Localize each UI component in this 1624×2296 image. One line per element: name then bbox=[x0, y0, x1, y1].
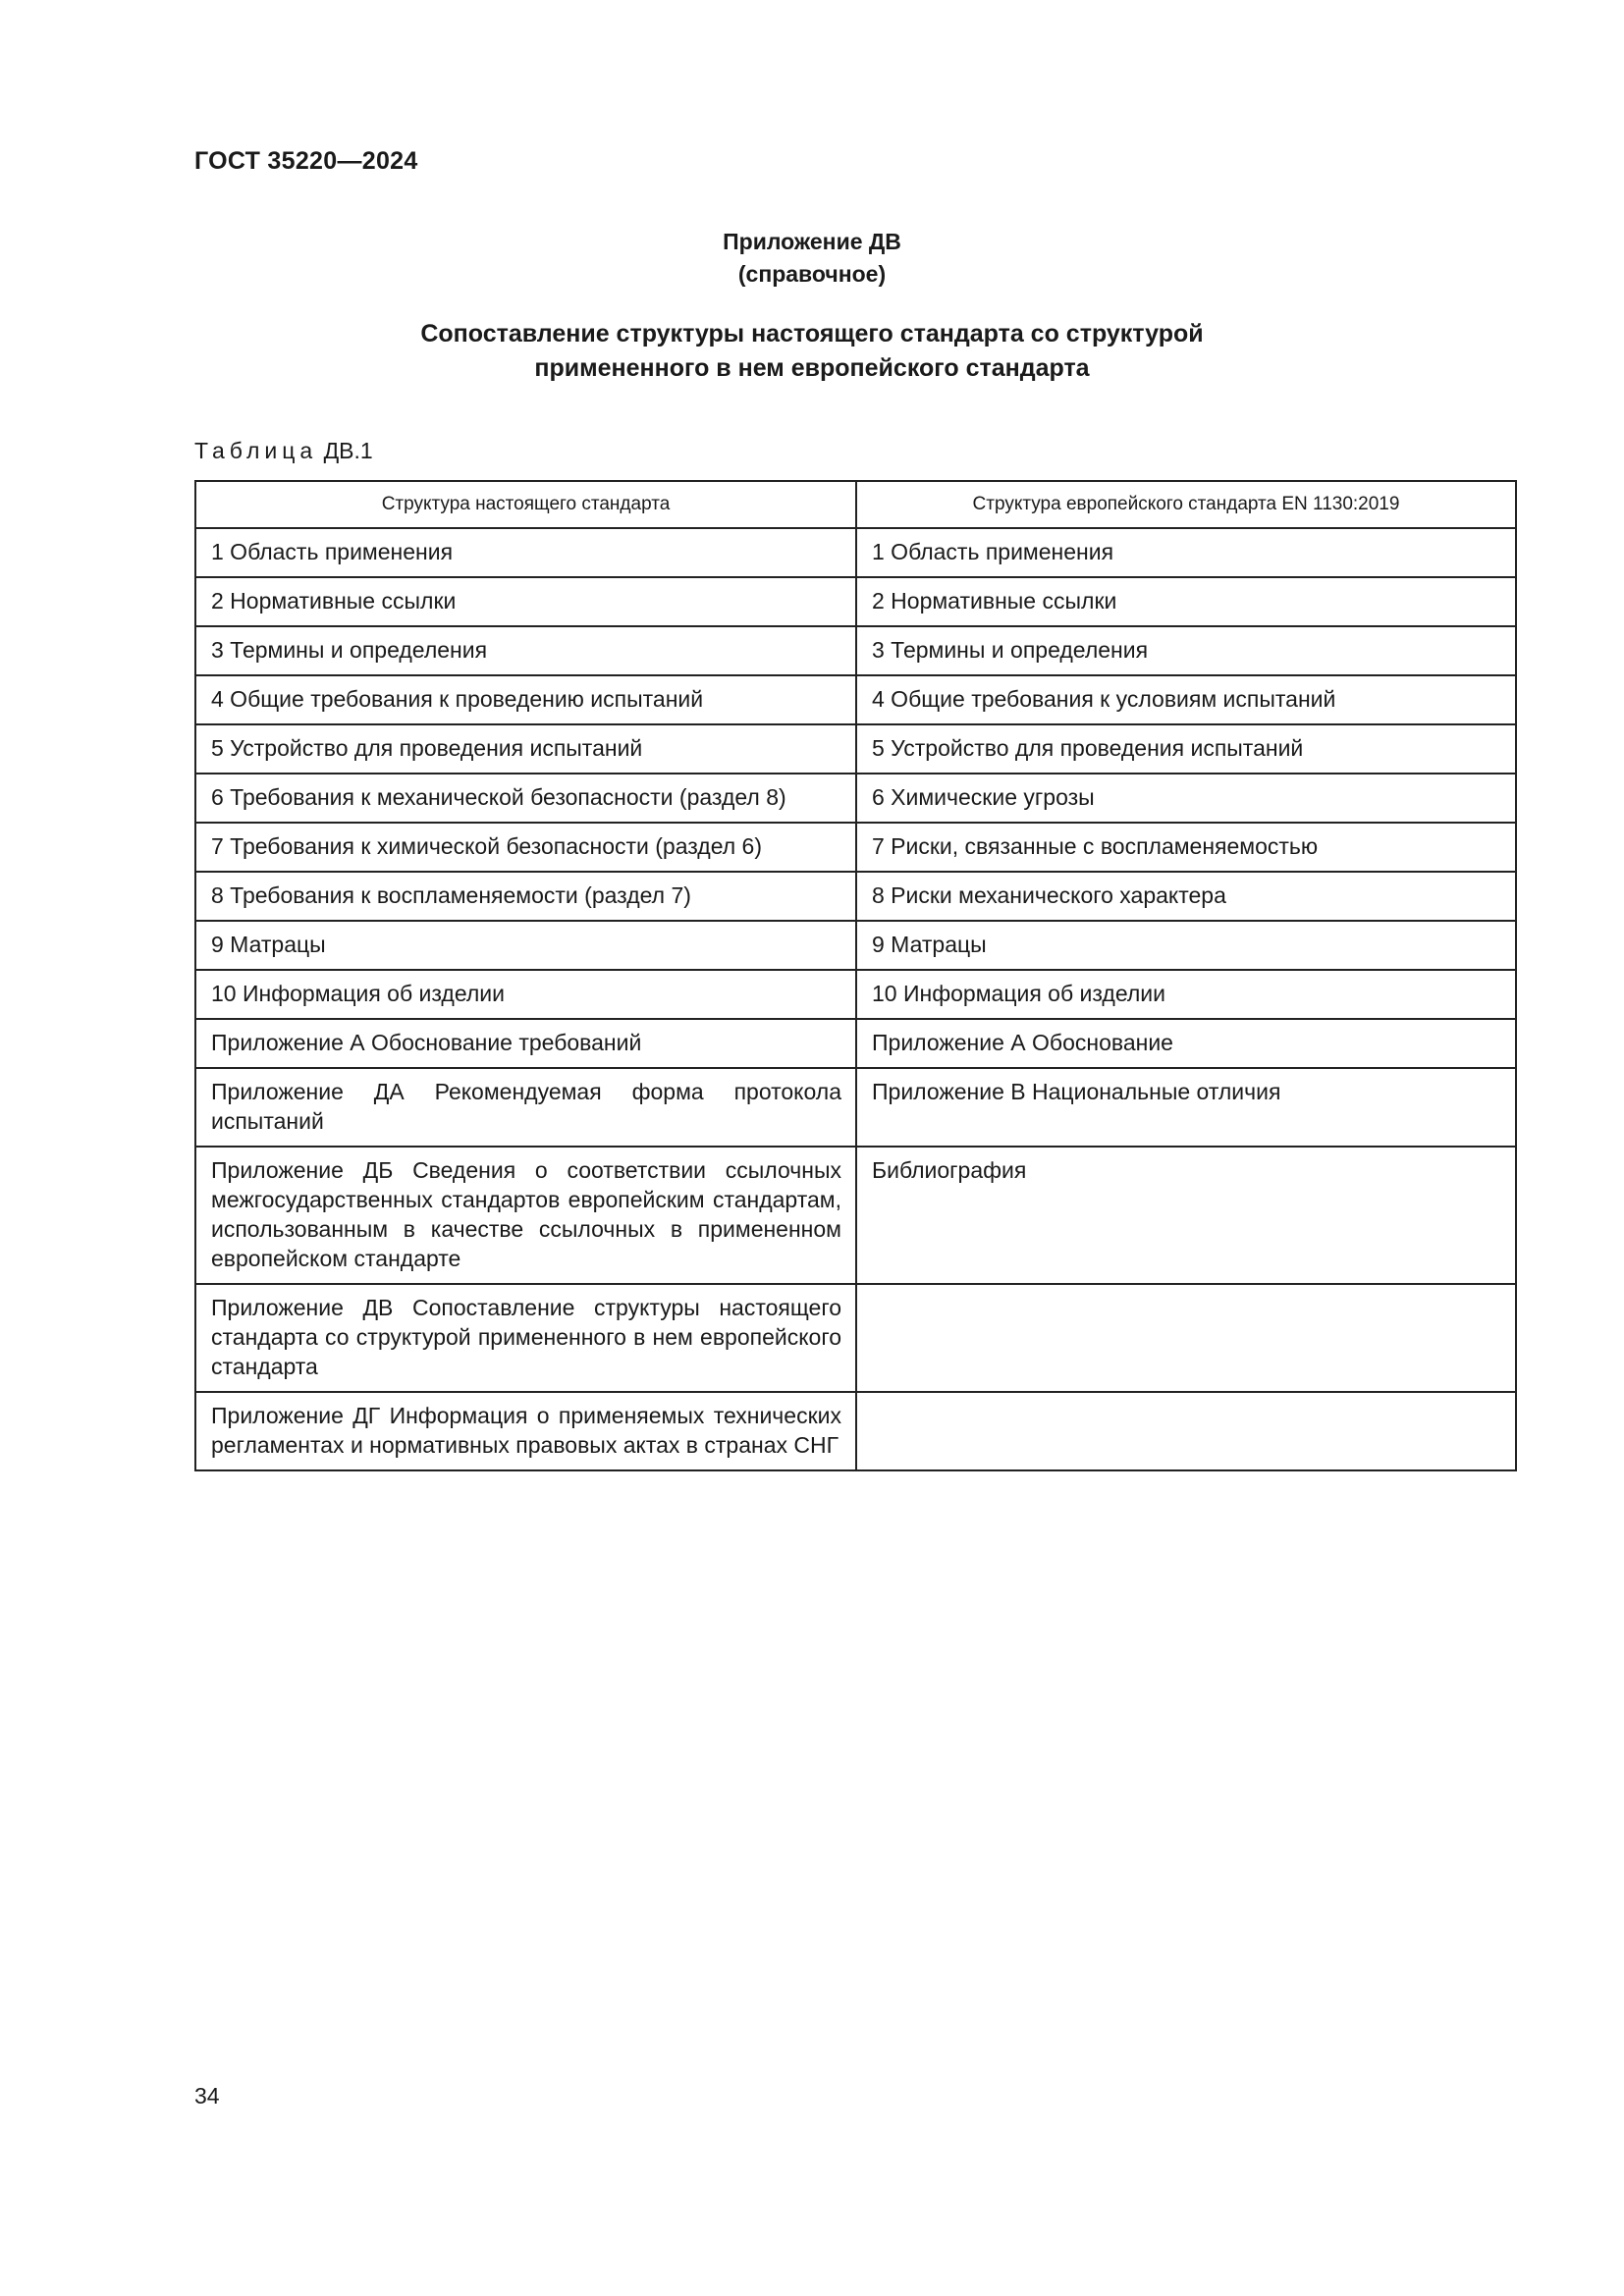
table-row bbox=[195, 1392, 1516, 1470]
table-row bbox=[195, 1019, 1516, 1068]
table-cell: 10 Информация об изделии bbox=[195, 970, 856, 1019]
table-cell: 8 Требования к воспламеняемости (раздел 7) bbox=[195, 872, 856, 921]
table-cell: Приложение А Обоснование требований bbox=[195, 1019, 856, 1068]
table-cell: 3 Термины и определения bbox=[856, 626, 1516, 675]
table-row bbox=[195, 724, 1516, 774]
page-number: 34 bbox=[194, 2083, 220, 2109]
table-cell: 5 Устройство для проведения испытаний bbox=[195, 724, 856, 774]
annex-heading-line-2: примененного в нем европейского стандарта bbox=[534, 354, 1090, 382]
table-cell: 8 Риски механического характера bbox=[856, 872, 1516, 921]
table-cell: Приложение В Национальные отличия bbox=[856, 1068, 1516, 1147]
table-row bbox=[195, 1068, 1516, 1147]
table-row bbox=[195, 774, 1516, 823]
table-cell: 7 Требования к химической безопасности (раздел 6) bbox=[195, 823, 856, 872]
table-cell bbox=[856, 1284, 1516, 1392]
table-row bbox=[195, 626, 1516, 675]
table-cell: Приложение ДА Рекомендуемая форма протокола испытаний bbox=[195, 1068, 856, 1147]
table-cell: 6 Требования к механической безопасности (раздел 8) bbox=[195, 774, 856, 823]
table-cell: 9 Матрацы bbox=[856, 921, 1516, 970]
table-cell: 4 Общие требования к проведению испытаний bbox=[195, 675, 856, 724]
table-cell bbox=[856, 1392, 1516, 1470]
table-row bbox=[195, 823, 1516, 872]
table-cell: Библиография bbox=[856, 1147, 1516, 1284]
annex-heading bbox=[0, 317, 1624, 386]
table-cell: Приложение ДВ Сопоставление структуры настоящего стандарта со структурой примененного в нем европейского стандарта bbox=[195, 1284, 856, 1392]
annex-heading-line-1: Сопоставление структуры настоящего стандарта со структурой bbox=[420, 320, 1204, 347]
table-cell: 2 Нормативные ссылки bbox=[856, 577, 1516, 626]
table-row bbox=[195, 577, 1516, 626]
table-cell: 1 Область применения bbox=[856, 528, 1516, 577]
table-caption-number: ДВ.1 bbox=[323, 438, 373, 463]
table-row bbox=[195, 921, 1516, 970]
document-code: ГОСТ 35220—2024 bbox=[194, 147, 418, 175]
table-row bbox=[195, 872, 1516, 921]
table-row bbox=[195, 1284, 1516, 1392]
table-cell: 1 Область применения bbox=[195, 528, 856, 577]
table-caption-word: Таблица bbox=[194, 438, 318, 463]
table-cell: Приложение А Обоснование bbox=[856, 1019, 1516, 1068]
table-row bbox=[195, 675, 1516, 724]
table-cell: 3 Термины и определения bbox=[195, 626, 856, 675]
table-cell: 2 Нормативные ссылки bbox=[195, 577, 856, 626]
table-cell: Приложение ДБ Сведения о соответствии ссылочных межгосударственных стандартов европейским стандартам, использованным в качестве ссылочных в примененном европейском стандарте bbox=[195, 1147, 856, 1284]
annex-title: Приложение ДВ bbox=[723, 229, 901, 254]
annex-status: (справочное) bbox=[737, 261, 887, 287]
structure-comparison-table bbox=[194, 480, 1517, 1471]
column-header-european-standard: Структура европейского стандарта EN 1130:2019 bbox=[856, 481, 1516, 528]
table-cell: 10 Информация об изделии bbox=[856, 970, 1516, 1019]
table-cell: 9 Матрацы bbox=[195, 921, 856, 970]
table-cell: Приложение ДГ Информация о применяемых технических регламентах и нормативных правовых актах в странах СНГ bbox=[195, 1392, 856, 1470]
table-cell: 6 Химические угрозы bbox=[856, 774, 1516, 823]
table-header-row bbox=[195, 481, 1516, 528]
table-row bbox=[195, 528, 1516, 577]
table-cell: 5 Устройство для проведения испытаний bbox=[856, 724, 1516, 774]
column-header-current-standard: Структура настоящего стандарта bbox=[195, 481, 856, 528]
table-row bbox=[195, 1147, 1516, 1284]
table-caption bbox=[194, 438, 373, 464]
table-cell: 4 Общие требования к условиям испытаний bbox=[856, 675, 1516, 724]
table-cell: 7 Риски, связанные с воспламеняемостью bbox=[856, 823, 1516, 872]
table-row bbox=[195, 970, 1516, 1019]
